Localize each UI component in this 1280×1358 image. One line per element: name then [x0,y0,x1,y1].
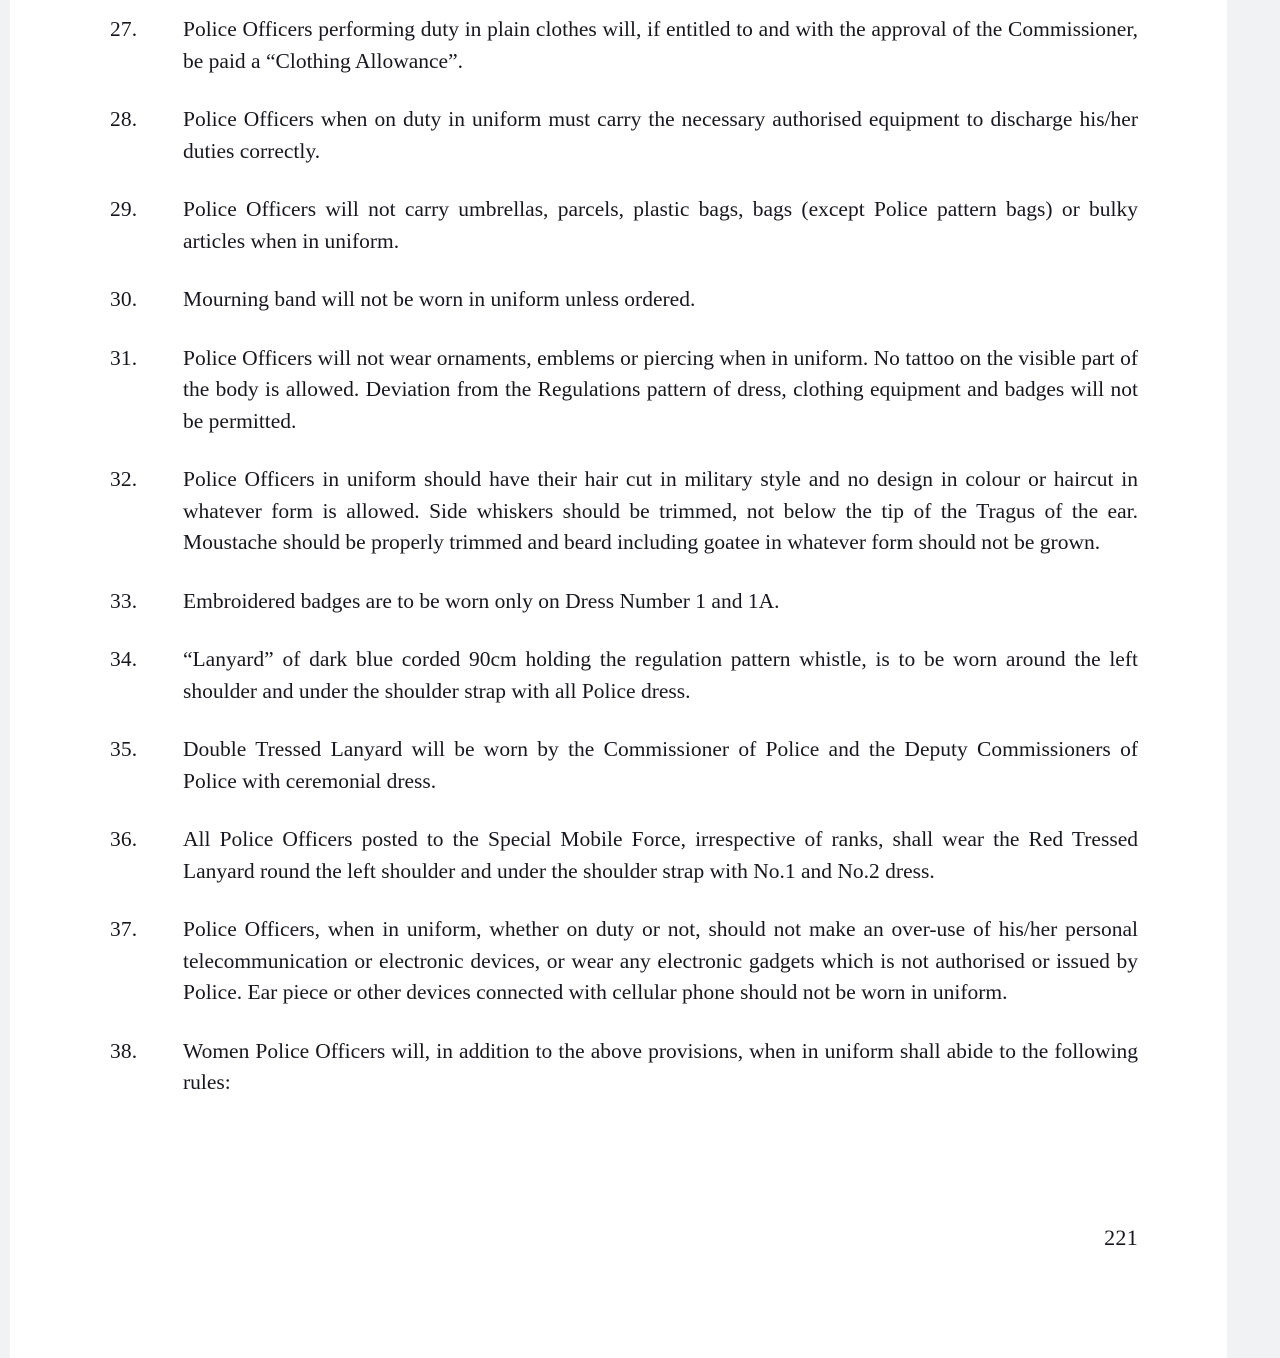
page-gutter-right [1227,0,1280,1358]
clause-text: Police Officers will not carry umbrellas, parcels, plastic bags, bags (except Police pattern bags) or bulky articles when in uniform. [183,197,1138,253]
clause-text: Police Officers will not wear ornaments, emblems or piercing when in uniform. No tattoo on the visible part of the body is allowed. Deviation from the Regulations pattern of dress, clothing equipment and badges will not be permitted. [183,345,1138,433]
clause-number: 33. [110,588,138,613]
clause-item [110,464,1138,559]
clause-number: 27. [110,17,138,41]
clause-item [110,104,1138,167]
clause-item [110,586,1138,618]
clause-text: Women Police Officers will, in addition to the above provisions, when in uniform shall abide to the following rules: [183,1038,1138,1094]
clause-item [110,343,1138,438]
clause-number: 35. [110,737,138,761]
clause-number: 38. [110,1038,138,1063]
page-gutter-left [0,0,10,1358]
document-page [10,0,1227,1358]
clause-text: Mourning band will not be worn in uniform unless ordered. [183,287,696,311]
clause-item [110,194,1138,257]
clause-number: 28. [110,107,138,131]
page-number: 221 [1104,1225,1138,1250]
clause-number: 34. [110,647,138,671]
clause-item [110,914,1138,1009]
clause-item [110,1036,1138,1099]
clause-item [110,284,1138,316]
clause-number: 31. [110,345,138,370]
clause-text: Police Officers when on duty in uniform must carry the necessary authorised equipment to discharge his/her duties correctly. [183,107,1138,163]
clause-number: 30. [110,287,138,311]
clause-item [110,14,1138,77]
clause-list [110,14,1138,1099]
clause-number: 36. [110,827,138,851]
clause-number: 32. [110,467,138,491]
clause-number: 29. [110,197,138,221]
clause-text: Police Officers performing duty in plain clothes will, if entitled to and with the approval of the Commissioner, be paid a “Clothing Allowance”. [183,17,1138,73]
clause-text: Embroidered badges are to be worn only on Dress Number 1 and 1A. [183,588,780,613]
clause-text: All Police Officers posted to the Special Mobile Force, irrespective of ranks, shall wear the Red Tressed Lanyard round the left shoulder and under the shoulder strap with No.1 and No.2 dress. [183,827,1138,883]
clause-item [110,644,1138,707]
clause-text: Police Officers in uniform should have their hair cut in military style and no design in colour or haircut in whatever form is allowed. Side whiskers should be trimmed, not below the tip of the Tragus of the ear. Moustache should be properly trimmed and beard including goatee in whatever form should not be grown. [183,467,1138,554]
clause-item [110,824,1138,887]
clause-text: Police Officers, when in uniform, whether on duty or not, should not make an over-use of his/her personal telecommunication or electronic devices, or wear any electronic gadgets which is not authorised or issued by Police. Ear piece or other devices connected with cellular phone should not be worn in uniform. [183,917,1138,1004]
clause-text: Double Tressed Lanyard will be worn by the Commissioner of Police and the Deputy Commissioners of Police with ceremonial dress. [183,737,1138,793]
clause-text: “Lanyard” of dark blue corded 90cm holding the regulation pattern whistle, is to be worn around the left shoulder and under the shoulder strap with all Police dress. [183,647,1138,703]
clause-number: 37. [110,917,138,941]
clause-item [110,734,1138,797]
